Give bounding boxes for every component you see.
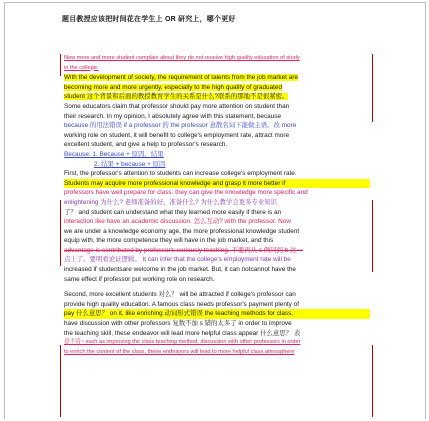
comment-line: 点上了。要明看论证逻辑。 It can infer that the college's employment rate will be xyxy=(64,256,291,264)
page-border-left xyxy=(4,2,5,419)
change-bar xyxy=(60,200,61,266)
text-line: same effect if professor put working role on research. xyxy=(64,275,215,283)
text-line: Some educators claim that professor should pay more attention on student than xyxy=(64,102,290,110)
comment-line: Because: 1. Because + 原因，结果 xyxy=(64,150,164,158)
paragraph-intro xyxy=(64,73,370,102)
page-border-top xyxy=(4,2,425,3)
comment-line: in the college. xyxy=(64,64,99,71)
change-bar xyxy=(372,345,373,417)
paragraph-first-point xyxy=(64,169,370,284)
highlighted-line: With the development of society, the requirement of talents from the job market are xyxy=(64,74,298,82)
essay-body xyxy=(64,54,370,357)
comment-line: 2. 结果 + because + 原因 xyxy=(94,160,166,168)
change-bar xyxy=(60,345,61,417)
change-bar xyxy=(60,54,61,76)
text-line: the teaching skill, these endeavor will lead more helpful class appear 什么意思？ 表 xyxy=(64,329,301,337)
text-line: we are under a knowledge economy age, the more professional knowledge student xyxy=(64,227,300,235)
essay-title: 题目教授应该把时间花在学生上 OR 研究上，哪个更好 xyxy=(62,16,236,23)
highlighted-line: becoming more and more urgently, especially to the high quality of graduated xyxy=(64,83,283,91)
struck-line: advantage is contributed by professor's seriously teaching. 不要再从 c 例同到 b 这一 xyxy=(64,246,303,254)
text-line: working role on student, it will benefit to college's employment rate, attract more xyxy=(64,131,289,139)
paragraph-second-point xyxy=(64,290,370,357)
comment-line: 意不清~ such as improving the class teaching method, discussion with other professors in order xyxy=(64,339,301,346)
text-line: have discussion with other professors 复数不加 s 错的太多了 in order to improve xyxy=(64,320,292,328)
text-line: equip with, the more competence they will have in the job market, and this xyxy=(64,237,274,245)
text-line: 了？ and student can understand what they learned more easily if there is an xyxy=(64,208,282,216)
highlighted-line: student 这个背景和后面的教授教育学生的关系是什么?联系的那地不是很紧密。 xyxy=(64,93,289,101)
comment-line: to enrich the content of the class, these endeavors will lead to more helpful class atmosphere xyxy=(64,348,295,355)
comment-line: because 的用法错误 if a professor 的 the professor 意散名词下能做主语。改 more xyxy=(64,122,297,130)
page-border-right xyxy=(425,2,426,419)
text-line: provide high quality education. A famous class needs professor's payment plenty of xyxy=(64,300,299,308)
text-line: increased if studentsare welcome in the job market. But, it can notcannot have the xyxy=(64,266,296,274)
change-bar xyxy=(372,200,373,272)
highlighted-line: Students may acquire more professional knowledge and grasp it more better if xyxy=(64,179,370,189)
comment-line: enlightening 为什么? 老师准备的好，准备什么? 为什么教学会更多专业知识 xyxy=(64,198,278,206)
paragraph-thesis xyxy=(64,102,370,169)
comment-line: professors have well prepare for class. they can give the knowledge more specific and xyxy=(64,189,308,197)
comment-line: interaction like have an academic discussion. 怎么互动? with the professor. Now xyxy=(64,218,291,226)
text-line: First, the professor's attention to students can increase college's employment rate. xyxy=(64,170,297,178)
text-line: Second, more excellent students 对么？ will be attracted if college's professor can xyxy=(64,291,296,299)
highlighted-line: pay 什么意思？ on it, like enriching 动词形式错误 the teaching methods for class, xyxy=(64,309,370,319)
comment-line: Now more and more student complain about they do not receive high quality education of study xyxy=(64,55,300,61)
text-line: their research. In my opinion, I absolutely agree with this statement, because xyxy=(64,112,282,120)
text-line: excellent student, and give a help to professor's research. xyxy=(64,141,228,149)
change-bar xyxy=(372,54,373,122)
